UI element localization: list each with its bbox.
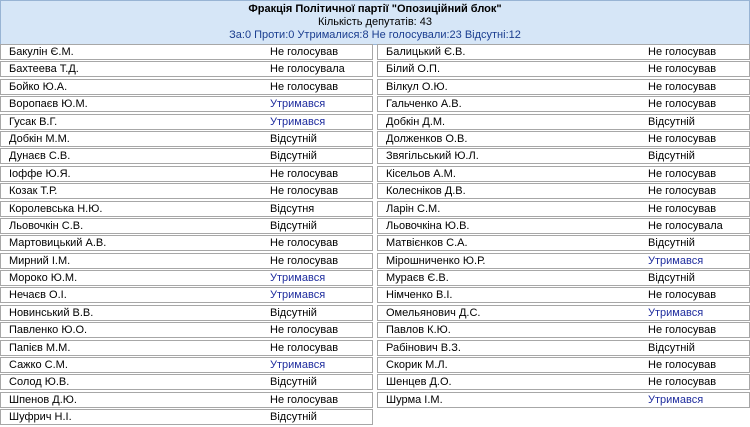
deputy-name: Дунаєв С.В. [9,150,71,163]
deputies-count: Кількість депутатів: 43 [317,16,433,28]
deputy-row [377,218,750,234]
deputy-name: Новинський В.В. [9,306,94,319]
deputy-name: Омельянович Д.С. [386,306,481,319]
deputy-row [377,287,750,303]
deputy-name: Павлов К.Ю. [386,324,451,337]
deputy-row [0,392,373,408]
deputy-row [0,201,373,217]
deputy-row [0,96,373,112]
vote-status: Не голосував [648,185,717,198]
deputy-row [0,61,373,77]
vote-status: Відсутня [270,202,315,215]
vote-status: Не голосував [270,237,339,250]
deputy-row [0,148,373,164]
right-deputy-list [377,44,750,409]
deputy-row [0,131,373,147]
deputy-row [377,166,750,182]
vote-status: Утримався [270,115,326,128]
faction-header [0,0,750,45]
deputy-name: Скорик М.Л. [386,359,448,372]
deputy-row [377,114,750,130]
deputy-row [0,270,373,286]
deputy-name: Нечаєв О.І. [9,289,67,302]
deputy-name: Рабінович В.З. [386,341,461,354]
deputy-row [377,61,750,77]
deputy-row [0,183,373,199]
deputy-row [0,253,373,269]
deputy-row [0,374,373,390]
vote-status: Не голосував [648,98,717,111]
vote-status: Не голосував [270,80,339,93]
deputy-name: Іоффе Ю.Я. [9,167,71,180]
vote-status: Утримався [648,393,704,406]
deputy-name: Колеснiков Д.В. [386,185,466,198]
deputy-name: Бакулін Є.М. [9,46,74,58]
vote-status: Відсутній [270,150,317,163]
left-deputy-list [0,44,373,427]
deputy-row [377,148,750,164]
deputy-name: Папієв М.М. [9,341,71,354]
deputy-row [0,305,373,321]
deputy-name: Добкін М.М. [9,132,70,145]
vote-status: Не голосував [648,132,717,145]
deputy-name: Мороко Ю.М. [9,272,78,285]
deputy-name: Балицький Є.В. [386,46,466,58]
vote-status: Не голосував [270,393,339,406]
vote-status: Відсутній [270,132,317,145]
vote-status: Утримався [270,289,326,302]
deputy-row [377,305,750,321]
deputy-name: Звягільський Ю.Л. [386,150,479,163]
deputy-row [377,79,750,95]
deputy-name: Мірошниченко Ю.Р. [386,254,486,267]
deputy-name: Мирний І.М. [9,254,71,267]
vote-status: Не голосував [648,376,717,389]
deputy-row [0,114,373,130]
vote-status: Не голосував [648,167,717,180]
deputy-name: Мураєв Є.В. [386,272,449,285]
deputy-name: Королевська Н.Ю. [9,202,103,215]
deputy-row [377,392,750,408]
vote-status: Відсутній [270,411,317,424]
vote-status: Відсутній [648,115,695,128]
vote-status: Відсутній [270,306,317,319]
deputy-name: Козак Т.Р. [9,185,58,198]
deputy-name: Бахтеева Т.Д. [9,63,79,76]
deputy-name: Льовочкіна Ю.В. [386,219,470,232]
deputy-row [0,79,373,95]
deputy-name: Долженков О.В. [386,132,468,145]
deputy-name: Шенцев Д.О. [386,376,452,389]
deputy-row [0,357,373,373]
deputy-row [0,218,373,234]
deputy-row [377,340,750,356]
vote-status: Не голосував [270,185,339,198]
deputy-row [0,287,373,303]
deputy-row [377,131,750,147]
vote-status: Не голосував [648,359,717,372]
deputy-name: Вілкул О.Ю. [386,80,448,93]
deputy-name: Воропаєв Ю.М. [9,98,88,111]
vote-status: Не голосував [648,46,717,58]
deputy-name: Ларін С.М. [386,202,441,215]
vote-status: Утримався [270,272,326,285]
vote-status: Не голосував [648,289,717,302]
vote-status: Утримався [648,306,704,319]
deputy-row [0,235,373,251]
deputy-name: Добкін Д.М. [386,115,446,128]
deputy-name: Шуфрич Н.І. [9,411,72,424]
vote-status: Не голосував [270,254,339,267]
vote-status: Відсутній [648,150,695,163]
vote-status: Утримався [270,359,326,372]
deputy-row [0,166,373,182]
vote-status: Не голосував [270,324,339,337]
vote-status: Відсутній [648,341,695,354]
deputy-row [0,44,373,60]
vote-status: Не голосував [270,46,339,58]
deputy-row [377,357,750,373]
deputy-name: Шпенов Д.Ю. [9,393,77,406]
deputy-row [0,340,373,356]
vote-status: Не голосував [648,202,717,215]
vote-summary: За:0 Проти:0 Утрималися:8 Не голосували:23 Відсутні:12 [229,29,521,41]
deputy-row [0,409,373,425]
deputy-row [377,322,750,338]
deputy-name: Гальченко А.В. [386,98,462,111]
vote-status: Утримався [648,254,704,267]
deputy-name: Льовочкін С.В. [9,219,84,232]
vote-status: Не голосував [270,341,339,354]
deputy-row [377,201,750,217]
vote-status: Не голосував [648,324,717,337]
vote-status: Утримався [270,98,326,111]
deputy-name: Гусак В.Г. [9,115,58,128]
deputy-row [377,374,750,390]
vote-status: Не голосував [648,63,717,76]
vote-status: Не голосувала [648,219,723,232]
vote-status: Відсутній [648,237,695,250]
deputy-name: Солод Ю.В. [9,376,70,389]
deputy-row [377,44,750,60]
deputy-name: Мартовицький А.В. [9,237,107,250]
vote-status: Відсутній [270,376,317,389]
deputy-name: Білий О.П. [386,63,441,76]
vote-status: Відсутній [270,219,317,232]
deputy-row [377,270,750,286]
deputy-row [377,96,750,112]
deputy-name: Сажко С.М. [9,359,68,372]
faction-title: Фракція Політичної партії "Опозиційний блок" [248,3,502,15]
deputy-name: Павленко Ю.О. [9,324,88,337]
deputy-name: Шурма І.М. [386,393,443,406]
deputy-row [377,183,750,199]
vote-status: Не голосував [270,167,339,180]
deputy-name: Бойко Ю.А. [9,80,68,93]
vote-status: Не голосував [648,80,717,93]
deputy-name: Матвієнков С.А. [386,237,468,250]
deputy-row [0,322,373,338]
deputy-name: Німченко В.І. [386,289,453,302]
deputy-row [377,253,750,269]
vote-status: Не голосувала [270,63,345,76]
deputy-name: Кісельов А.М. [386,167,456,180]
deputy-row [377,235,750,251]
vote-status: Відсутній [648,272,695,285]
